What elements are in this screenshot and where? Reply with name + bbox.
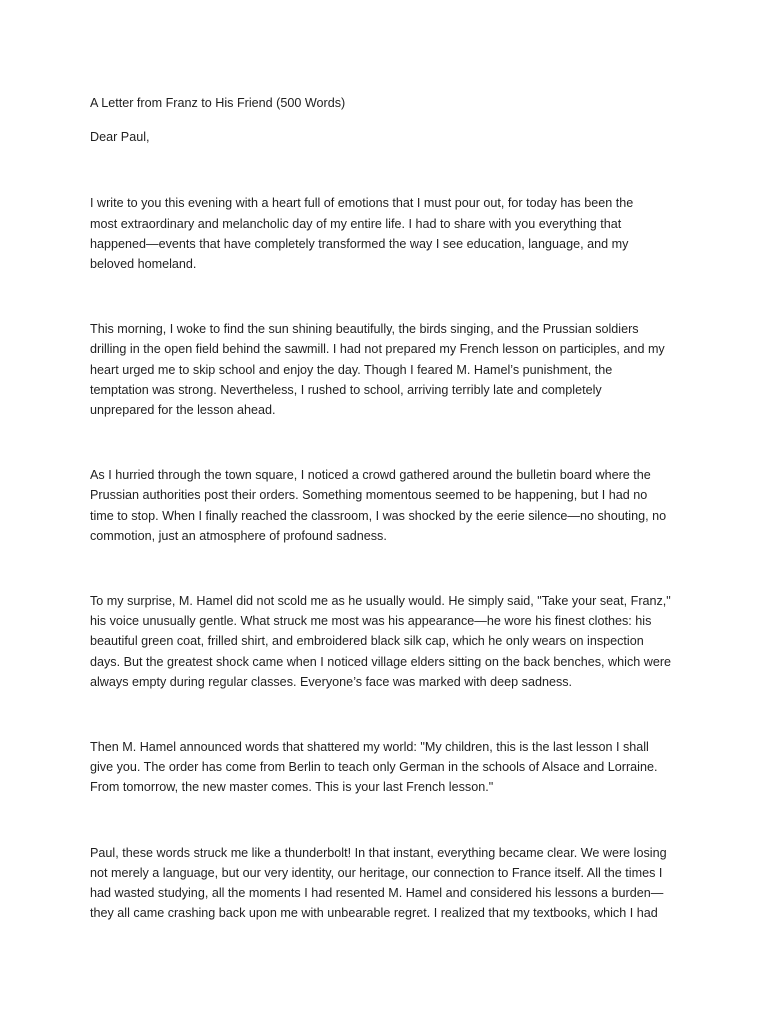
letter-body <box>90 93 680 968</box>
paragraph-2: This morning, I woke to find the sun shining beautifully, the birds singing, and the Prussian soldiers drilling in the open field behind the sawmill. I had not prepared my French lesson on participles, and my heart urged me to skip school and enjoy the day. Though I feared M. Hamel’s punishment, the temptation was strong. Nevertheless, I rushed to school, arriving terribly late and completely unprepared for the lesson ahead. <box>90 322 665 418</box>
paragraph-4: To my surprise, M. Hamel did not scold me as he usually would. He simply said, "Take your seat, Franz," his voice unusually gentle. What struck me most was his appearance—he wore his finest clothes: his beautiful green coat, frilled shirt, and embroidered black silk cap, which he only wears on inspection days. But the greatest shock came when I noticed village elders sitting on the back benches, which were always empty during regular classes. Everyone’s face was marked with deep sadness. <box>90 594 672 689</box>
paragraph-5: Then M. Hamel announced words that shattered my world: "My children, this is the last lesson I shall give you. The order has come from Berlin to teach only German in the schools of Alsace and Lorraine. From tomorrow, the new master comes. This is your last French lesson." <box>90 740 658 795</box>
paragraph-3: As I hurried through the town square, I noticed a crowd gathered around the bulletin board where the Prussian authorities post their orders. Something momentous seemed to be happening, but I had no time to stop. When I finally reached the classroom, I was shocked by the eerie silence—no shouting, no commotion, just an atmosphere of profound sadness. <box>90 468 667 543</box>
letter-salutation: Dear Paul, <box>90 130 150 145</box>
paragraph-1: I write to you this evening with a heart full of emotions that I must pour out, for today has been the most extraordinary and melancholic day of my entire life. I had to share with you everything that happened—events that have completely transformed the way I see education, language, and my beloved homeland. <box>90 196 634 272</box>
paragraph-6: Paul, these words struck me like a thunderbolt! In that instant, everything became clear. We were losing not merely a language, but our very identity, our heritage, our connection to France itself. All the times I had wasted studying, all the moments I had resented M. Hamel and considered his lessons a burden— they all came crashing back upon me with unbearable regret. I realized that my textbooks, which I had <box>90 845 667 921</box>
letter-title: A Letter from Franz to His Friend (500 Words) <box>90 96 346 110</box>
